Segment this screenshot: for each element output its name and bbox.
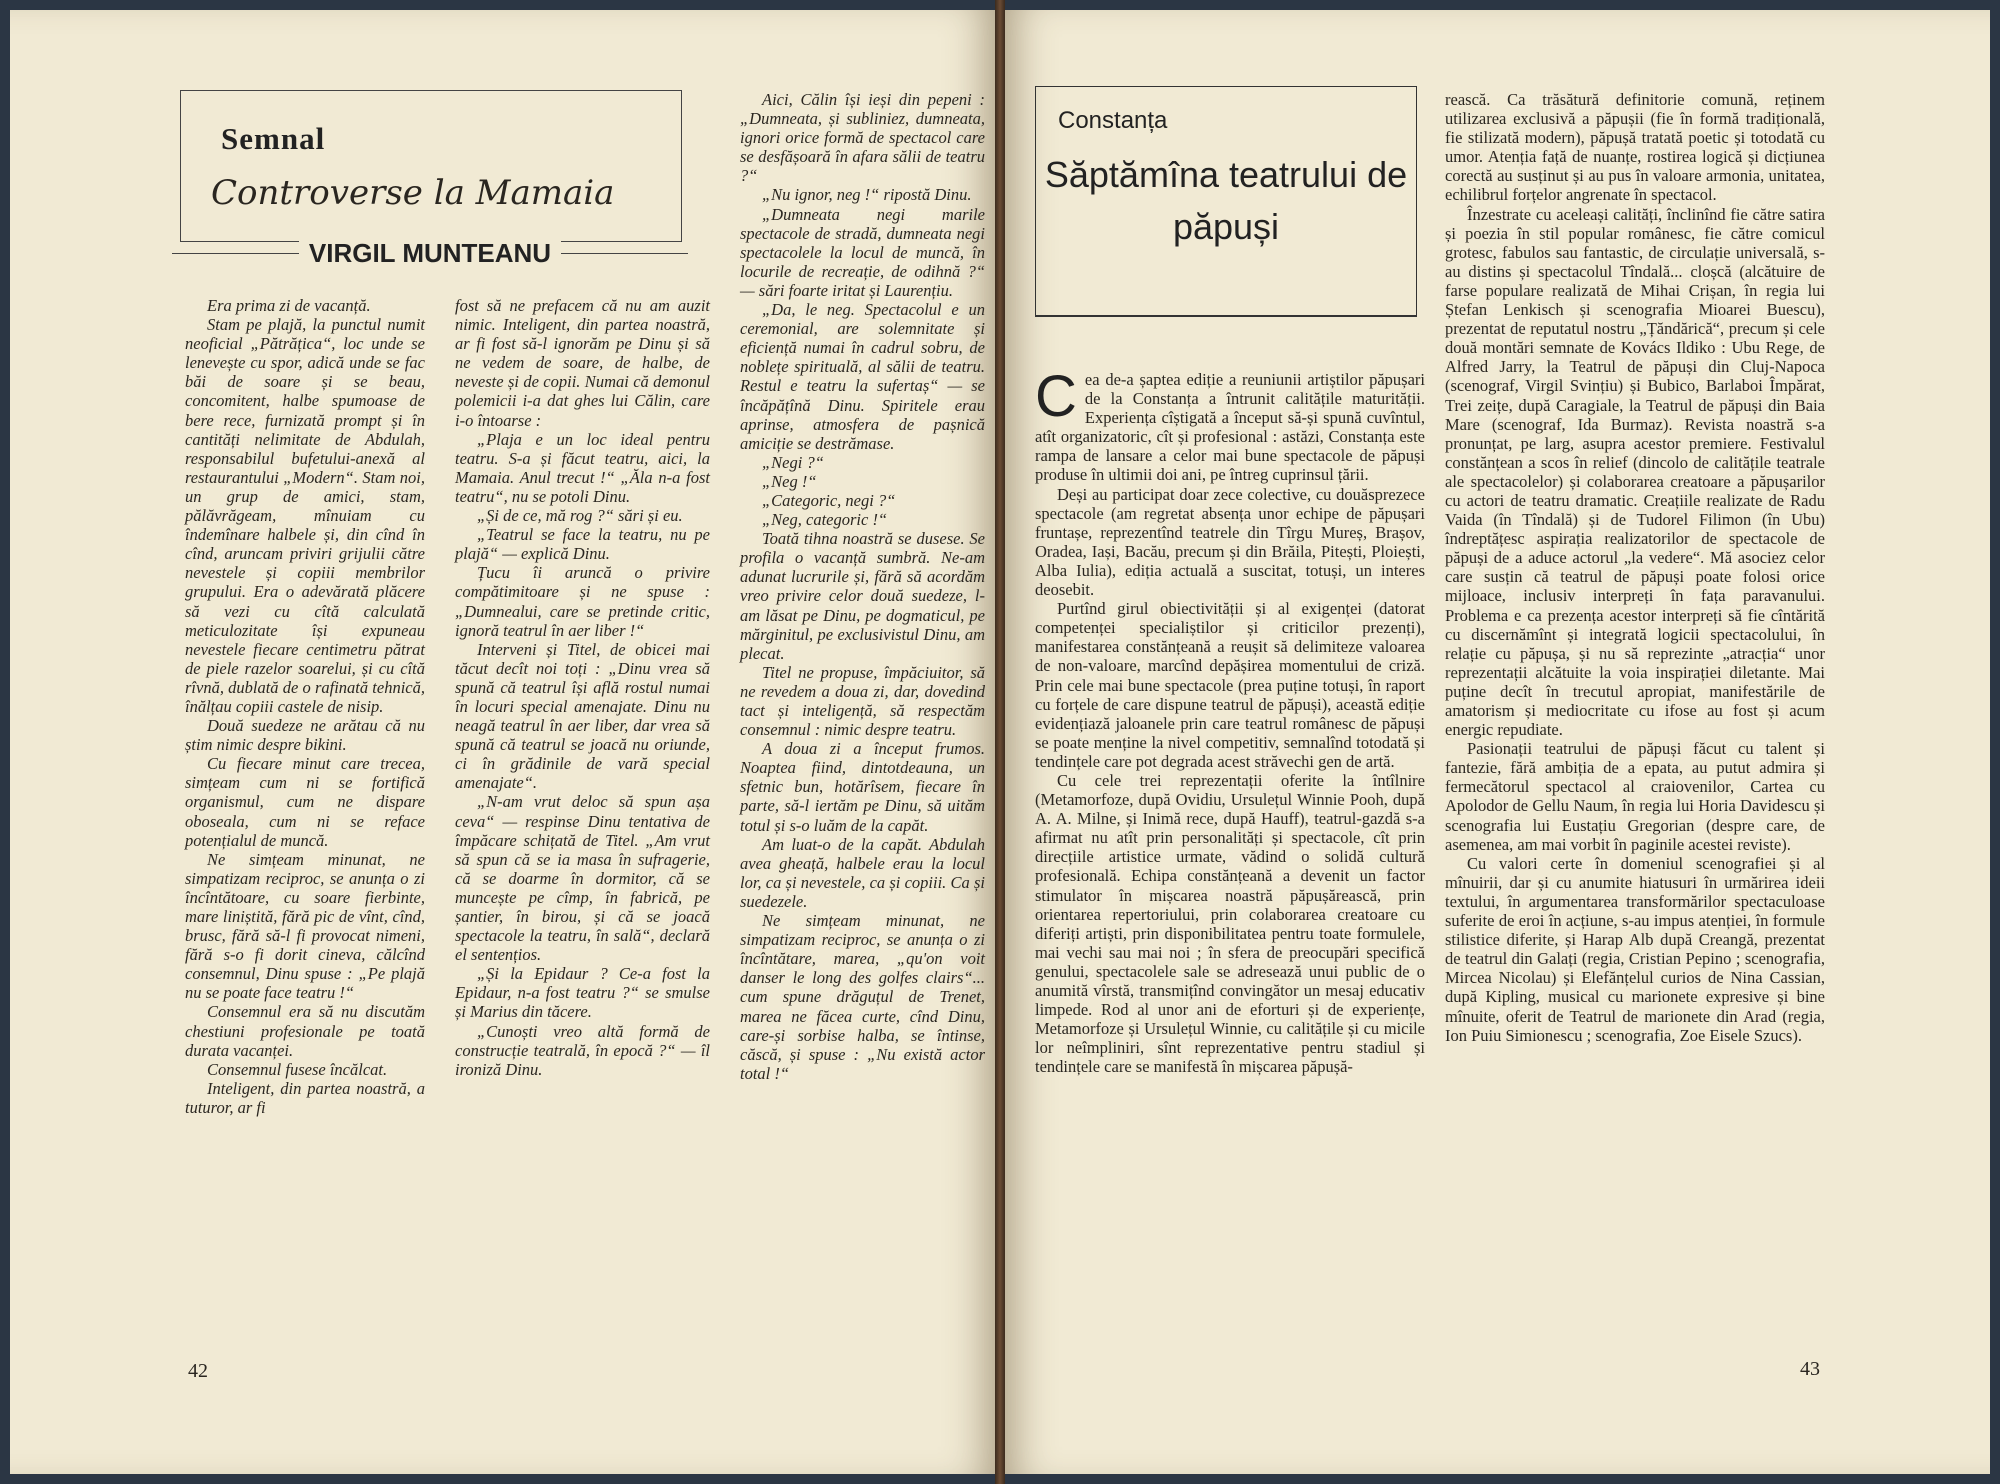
- page-number: 42: [188, 1360, 208, 1382]
- paragraph: Ne simțeam minunat, ne simpatizam reciproc, se anunța o zi încîntătare, marea, „qu'on voit danser le long des golfes clairs“... cum spune drăguțul de Trenet, marea ne făcea curte, cînd Dinu, care-și sorbise halba, se întinse, căscă, și spuse : „Nu există actor total !“: [740, 911, 985, 1083]
- paragraph: „Negi ?“: [762, 452, 824, 472]
- paragraph: Cu cele trei reprezentații oferite la întîlnire (Metamorfoze, după Ovidiu, Ursulețul Winnie Pooh, după A. A. Milne, și Inimă rece, după Hauff), teatrul-gazdă s-a afirmat nu atît prin personalități și spectacole, cît prin direcțiile artistice urmate, vădind o solidă cultură profesională. Echipa constănțeană a devenit un factor stimulator în mișcarea noastră păpușărească, prin orientarea repertoriului, prin colaborarea creatoare cu diferiți artiști, prin disponibilitatea pentru toate formulele, mai vechi sau mai noi ; în sfera de preocupări specifică genului, spectacolele sale se adresează unui public de o anumită vîrstă, transmițînd convingător un mesaj educativ limpede. Rod al unor ani de eforturi și de experiențe, Metamorfoze și Ursulețul Winnie, cu calitățile și cu micile lor neîmpliniri, sînt reprezentative pentru stadiul și tendințele care se manifestă în mișcarea păpușă-: [1035, 770, 1425, 1077]
- paragraph: Două suedeze ne arătau că nu știm nimic despre bikini.: [185, 716, 425, 755]
- paragraph: „Dumneata negi marile spectacole de stradă, dumneata negi spectacolele la locul de muncă, în locurile de recreație, de odihnă ?“ — sări foarte iritat și Laurențiu.: [740, 204, 985, 300]
- paragraph: Consemnul fusese încălcat.: [207, 1059, 388, 1079]
- paragraph: „Cunoști vreo altă formă de construcție teatrală, în epocă ?“ — îl ironiză Dinu.: [455, 1021, 710, 1079]
- paragraph: „Categoric, negi ?“: [762, 490, 896, 510]
- left-page: [10, 10, 995, 1474]
- paragraph: „Neg, categoric !“: [762, 510, 888, 530]
- paragraph: Înzestrate cu aceleași calități, înclinînd fie către satira și poezia în stil popular românesc, fie către comicul grotesc, fabulos sau fantastic, de circulație universală, s-au distins și spectacolul Tîndală... cloșcă (alcătuire de farse populare realizată de Mihai Crișan, în regia lui Ștefan Lenkisch și scenografia Mioarei Buescu), prezentat de reputatul nostru „Țăndărică“, precum și cele două montări semnate de Kovács Ildiko : Ubu Rege, de Alfred Jarry, la Teatrul de păpuși din Cluj-Napoca (scenograf, Virgil Svințiu) și Bubico, Barlaboi Împărat, Trei zeițe, după Caragiale, la Teatrul de păpuși din Baia Mare (scenograf, Ida Burmaz). Revista noastră s-a pronunțat, pe larg, asupra acestor premiere. Festivalul constănțean a scos în relief (dincolo de calitățile teatrale ale spectacolelor) și colaborarea creatoare a păpușarilor cu actori de teatru dramatic. Creațiile realizate de Radu Vaida (în Tîndală) și de Tudorel Filimon (în Ubu) îndreptățesc aspirația realizatorilor de spectacole de păpuși de a aduce actorul „la vedere“. Mă asociez celor care susțin că teatrul de păpuși poate folosi orice mijloace, inclusiv interpreți în fața paravanului. Problema e ca prezența acestor interpreți să fie cîntărită cu discernămînt și integrată logicii spectacolului, în relație cu păpușa, și nu să reprezinte „atracția“ unor reprezentații alcătuite la voia inspirației diletante. Mai puține decît în trecutul apropiat, manifestările de amatorism și mediocritate cu ifose au fost și acum energic repudiate.: [1445, 204, 1825, 740]
- paragraph: A doua zi a început frumos. Noaptea fiind, dintotdeauna, un sfetnic bun, hotărîsem, fiecare în parte, să-l iertăm pe Dinu, să uităm totul și s-o luăm de la capăt.: [740, 739, 985, 835]
- paragraph: Am luat-o de la capăt. Abdulah avea gheață, halbele erau la locul lor, ca și nevestele, ca și copiii. Ca și suedezele.: [740, 834, 985, 911]
- paragraph: fost să ne prefacem că nu am auzit nimic. Inteligent, din partea noastră, ar fi fost să-l ignorăm pe Dinu și să ne vedem de soare, de halbe, de neveste și de copii. Numai că demonul polemicii i-a dat ghes lui Călin, care i-o întoarse :: [455, 296, 710, 430]
- paragraph: Toată tihna noastră se dusese. Se profila o vacanță sumbră. Ne-am adunat lucrurile și, fără să acordăm vreo privire celor două suedeze, l-am lăsat pe Dinu, pe dogmaticul, pe mărginitul, pe exclusivistul Dinu, am plecat.: [740, 529, 985, 663]
- paragraph: Aici, Călin își ieși din pepeni : „Dumneata, și subliniez, dumneata, ignori orice formă de spectacol care se desfășoară în afara sălii de teatru ?“: [740, 90, 985, 186]
- page-number: 43: [1800, 1358, 1820, 1380]
- binding-gutter: [995, 0, 1005, 1484]
- section-label: Semnal: [221, 121, 326, 156]
- left-column-3: [740, 90, 985, 1083]
- right-page: [1005, 10, 1990, 1474]
- paragraph: „Neg !“: [762, 471, 817, 491]
- paragraph: Deși au participat doar zece colective, cu douăsprezece spectacole (am regretat absența unor echipe de păpușari fruntașe, reprezentînd teatrele din Tîrgu Mureș, Brașov, Oradea, Iași, Bacău, precum și din Brăila, Pitești, Ploiești, Alba Iulia), ediția actuală a suscitat, totuși, un interes deosebit.: [1035, 484, 1425, 600]
- paragraph: rească. Ca trăsătură definitorie comună, reținem utilizarea exclusivă a păpușii (fie în formă tradițională, fie stilizată modern), păpușă tratată poetic și totodată cu umor. Atenția față de nuanțe, rostirea logică și dicțiunea corectă au susținut și au pus în valoare armonia, unitatea, echilibrul forțelor angrenate în spectacol.: [1445, 90, 1825, 205]
- paragraph: „Nu ignor, neg !“ ripostă Dinu.: [762, 185, 972, 205]
- paragraph: Inteligent, din partea noastră, a tuturor, ar fi: [185, 1078, 425, 1117]
- paragraph: „Și de ce, mă rog ?“ sări și eu.: [477, 506, 683, 526]
- paragraph: Consemnul era să nu discutăm chestiuni profesionale pe toată durata vacanței.: [185, 1002, 425, 1060]
- heading-box: [180, 90, 682, 242]
- article-title: Controverse la Mamaia: [211, 173, 615, 213]
- paragraph: Cu fiecare minut care trecea, simțeam cum ni se fortifică organismul, cum ne dispare oboseala, cum ni se reface potențialul de muncă.: [185, 754, 425, 850]
- paragraph: Cea de-a șaptea ediție a reuniunii artiștilor păpușari de la Constanța a întrunit calitățile maturității. Experiența cîștigată a început să-și spună cuvîntul, atît organizatoric, cît și profesional : astăzi, Constanța este rampa de lansare a celor mai bune spectacole de păpuși produse în ultimii doi ani, pe întreg cuprinsul țării.: [1035, 364, 1425, 485]
- heading-box: [1035, 86, 1417, 317]
- drop-cap: C: [1035, 364, 1077, 429]
- paragraph: Cu valori certe în domeniul scenografiei și al mînuirii, dar și cu anumite hiatusuri în urmărirea ideii textului, în argumentarea transformărilor spectaculoase suferite de eroi în acțiune, s-au impus atenției, în formule stilistice diferite, și Harap Alb după Creangă, prezentat de teatrul din Galați (regia, Cristian Pepino ; scenografia, Mircea Nicolau) și Elefănțelul curios de Nina Cassian, după Kipling, musical cu marionete expresive și bine mînuite, oferit de Teatrul de marionete din Arad (regia, Ion Puiu Simionescu ; scenografia, Zoe Eisele Szucs).: [1445, 853, 1825, 1045]
- paragraph: Purtînd girul obiectivității și al exigenței (datorat competenței specialiștilor și criticilor prezenți), manifestarea constănțeană a reușit să delimiteze valoarea de non-valoare, marcînd depășirea momentului de criză. Prin cele mai bune spectacole (prea puține totuși, în raport cu forțele de care dispune teatrul de păpuși), această ediție evidențiază jaloanele prin care teatrul românesc de păpuși se poate menține la nivel competitiv, semnalînd totodată și tendințele care pot degrada acest străvechi gen de artă.: [1035, 599, 1425, 771]
- left-column-2: [455, 296, 710, 1079]
- right-column-1: [1035, 364, 1425, 1077]
- paragraph: Țucu îi aruncă o privire compătimitoare și ne spuse : „Dumnealui, care se pretinde critic, ignoră teatrul în aer liber !“: [455, 563, 710, 640]
- paragraph: „N-am vrut deloc să spun așa ceva“ — respinse Dinu tentativa de împăcare schițată de Titel. „Am vrut să spun că se ia masa în sufragerie, că se doarme în dormitor, că se muncește pe cîmp, în fabrică, pe șantier, în birou, și că se joacă spectacole la teatru, în sală“, declară el sentențios.: [455, 792, 710, 965]
- paragraph: Pasionații teatrului de păpuși făcut cu talent și fantezie, fără ambiția de a epata, au putut admira și fermecătorul spectacol al craiovenilor, Cartea cu Apolodor de Gellu Naum, în regia lui Horia Davidescu și scenografia lui Eustațiu Gregorian (despre care, de asemenea, am mai vorbit în paginile acestei reviste).: [1445, 739, 1825, 854]
- left-column-1: [185, 296, 425, 1117]
- paragraph: Stam pe plajă, la punctul numit neoficial „Pătrățica“, loc unde se lenevește cu spor, adică unde se fac băi de soare și se beau, concomitent, halbe spumoase de bere rece, furnizată prompt și în cantități nelimitate de Abdulah, responsabilul bufetului-anexă al restaurantului „Modern“. Stam noi, un grup de amici, stam, pălăvrăgeam, mînuiam cu îndemînare halbele și, din cînd în cînd, aruncam priviri grijulii către nevestele și copiii membrilor grupului. Era o adevărată plăcere să vezi cu cîtă calculată meticulozitate își expuneau nevestele fiecare centimetru pătrat de piele razelor soarelui, și cu cîtă rîvnă, dublată de o rafinată tehnică, înălțau copiii castele de nisip.: [185, 315, 425, 716]
- paragraph: Interveni și Titel, de obicei mai tăcut decît noi toți : „Dinu vrea să spună că teatrul își află rostul numai în locuri special amenajate. Dinu nu neagă teatrul în aer liber, dar vrea să spună că teatrul se joacă nu oriunde, ci în grădinile de vară special amenajate“.: [455, 639, 710, 793]
- author-byline: [172, 238, 688, 269]
- paragraph: Era prima zi de vacanță.: [207, 296, 371, 315]
- paragraph: „Da, le neg. Spectacolul e un ceremonial, are solemnitate și eficiență numai în cadrul sobru, de noblețe spirituală, al sălii de teatru. Restul e teatru la sufertaș“ — se încăpățînă Dinu. Spiritele erau aprinse, atmosfera de pașnică amiciție se destrămase.: [740, 300, 985, 453]
- paragraph: „Și la Epidaur ? Ce-a fost la Epidaur, n-a fost teatru ?“ se smulse și Marius din tăcere.: [455, 964, 710, 1022]
- right-column-2: [1445, 90, 1825, 1045]
- paragraph: Ne simțeam minunat, ne simpatizam reciproc, se anunța o zi încîntătoare, cu soare fierbinte, mare liniștită, fără pic de vînt, cînd, brusc, fără să-l fi provocat nimeni, fără s-o fi dorit cineva, călcînd consemnul, Dinu spuse : „Pe plajă nu se poate face teatru !“: [185, 849, 425, 1003]
- article-title: Săptămîna teatrului de păpuși: [1044, 154, 1408, 247]
- author-name: VIRGIL MUNTEANU: [299, 238, 561, 268]
- paragraph: „Teatrul se face la teatru, nu pe plajă“ — explică Dinu.: [455, 525, 710, 564]
- paragraph: „Plaja e un loc ideal pentru teatru. S-a și făcut teatru, aici, la Mamaia. Anul trecut !“ „Ăla n-a fost teatru“, nu se potoli Dinu.: [455, 429, 710, 506]
- kicker: Constanța: [1058, 107, 1168, 134]
- paragraph: Titel ne propuse, împăciuitor, să ne revedem a doua zi, dar, dovedind tact și inteligență, să respectăm consemnul : nimic despre teatru.: [740, 662, 985, 740]
